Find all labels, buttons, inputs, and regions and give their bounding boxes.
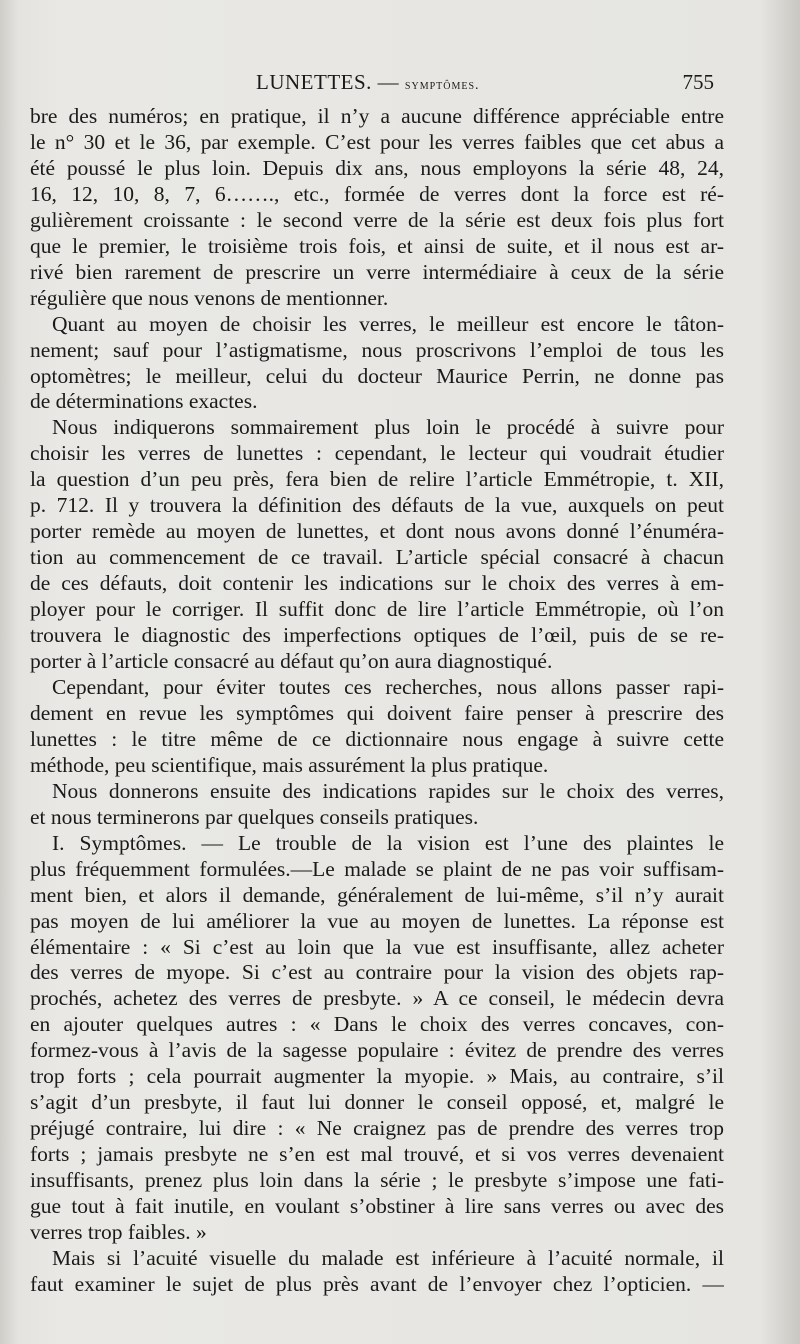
text-line: gulièrement croissante : le second verre de la série est deux fois plus fort — [30, 207, 724, 232]
text-line: des verres de myope. Si c’est au contraire pour la vision des objets rap- — [30, 960, 724, 985]
text-line: en ajouter quelques autres : « Dans le choix des verres concaves, con- — [30, 1012, 724, 1037]
text-line: trouvera le diagnostic des imperfections optiques de l’œil, puis de se re- — [30, 623, 724, 648]
text-line: trop forts ; cela pourrait augmenter la myopie. » Mais, au contraire, s’il — [30, 1064, 724, 1089]
text-line: Nous donnerons ensuite des indications rapides sur le choix des verres, — [52, 778, 724, 803]
text-line: plus fréquemment formulées.—Le malade se plaint de ne pas voir suffisam- — [30, 856, 724, 881]
text-line: lunettes : le titre même de ce dictionnaire nous engage à suivre cette — [30, 726, 724, 751]
text-line: Quant au moyen de choisir les verres, le meilleur est encore le tâton- — [52, 311, 724, 336]
text-line: optomètres; le meilleur, celui du docteur Maurice Perrin, ne donne pas — [30, 363, 724, 388]
text-line: s’agit d’un presbyte, il faut lui donner le conseil opposé, et, malgré le — [30, 1090, 724, 1115]
text-line: porter remède au moyen de lunettes, et dont nous avons donné l’énuméra- — [30, 519, 724, 544]
page-number: 755 — [682, 70, 714, 94]
text-line: pas moyen de lui améliorer la vue au moyen de lunettes. La réponse est — [30, 908, 724, 933]
text-line: Cependant, pour éviter toutes ces recherches, nous allons passer rapi- — [52, 674, 724, 699]
text-line: été poussé le plus loin. Depuis dix ans, nous employons la série 48, 24, — [30, 155, 724, 180]
text-line: le n° 30 et le 36, par exemple. C’est pour les verres faibles que cet abus a — [30, 129, 724, 154]
text-line: formez-vous à l’avis de la sagesse populaire : évitez de prendre des verres — [30, 1038, 724, 1063]
text-line: Mais si l’acuité visuelle du malade est inférieure à l’acuité normale, il — [52, 1245, 724, 1270]
body-text — [30, 104, 724, 1298]
text-line: tion au commencement de ce travail. L’article spécial consacré à chacun — [30, 545, 724, 570]
text-line: forts ; jamais presbyte ne s’en est mal trouvé, et si vos verres devenaient — [30, 1142, 724, 1167]
text-line: ployer pour le corriger. Il suffit donc de lire l’article Emmétropie, où l’on — [30, 597, 724, 622]
text-line: dement en revue les symptômes qui doivent faire penser à prescrire des — [30, 700, 724, 725]
text-line: gue tout à fait inutile, en voulant s’obstiner à lire sans verres ou avec des — [30, 1194, 724, 1219]
text-line: Nous indiquerons sommairement plus loin le procédé à suivre pour — [52, 415, 724, 440]
text-line: choisir les verres de lunettes : cependant, le lecteur qui voudrait étudier — [30, 441, 724, 466]
text-line: la question d’un peu près, fera bien de relire l’article Emmétropie, t. XII, — [30, 467, 724, 492]
text-line: préjugé contraire, lui dire : « Ne craignez pas de prendre des verres trop — [30, 1116, 724, 1141]
text-line: et nous terminerons par quelques conseils pratiques. — [30, 804, 479, 829]
text-line: insuffisants, prenez plus loin dans la série ; le presbyte s’impose une fati- — [30, 1168, 724, 1193]
text-line: bre des numéros; en pratique, il n’y a aucune différence appréciable entre — [30, 104, 724, 128]
header-title-separator: — — [371, 70, 405, 94]
text-line: 16, 12, 10, 8, 7, 6……., etc., formée de verres dont la force est ré- — [30, 181, 724, 206]
text-line: faut examiner le sujet de plus près avant de l’envoyer chez l’opticien. — — [30, 1271, 724, 1296]
running-header — [0, 70, 800, 98]
text-line: prochés, achetez des verres de presbyte. » A ce conseil, le médecin devra — [30, 986, 724, 1011]
text-line: élémentaire : « Si c’est au loin que la vue est insuffisante, allez acheter — [30, 934, 724, 959]
text-line: de ces défauts, doit contenir les indications sur le choix des verres à em- — [30, 571, 724, 596]
header-title-main: LUNETTES. — [256, 70, 372, 94]
header-title — [256, 70, 480, 95]
text-line: verres trop faibles. » — [30, 1219, 207, 1244]
text-line: que le premier, le troisième trois fois, et ainsi de suite, et il nous est ar- — [30, 233, 724, 258]
header-title-section: symptômes. — [404, 78, 480, 93]
text-line: régulière que nous venons de mentionner. — [30, 285, 389, 310]
text-line: p. 712. Il y trouvera la définition des défauts de la vue, auxquels on peut — [30, 493, 724, 518]
text-line: méthode, peu scientifique, mais assurément la plus pratique. — [30, 752, 549, 777]
text-line: nement; sauf pour l’astigmatisme, nous proscrivons l’emploi de tous les — [30, 337, 724, 362]
text-line: de déterminations exactes. — [30, 389, 258, 414]
text-line: rivé bien rarement de prescrire un verre intermédiaire à ceux de la série — [30, 259, 724, 284]
text-line: porter à l’article consacré au défaut qu’on aura diagnostiqué. — [30, 649, 553, 674]
text-line: ment bien, et alors il demande, généralement de lui-même, s’il n’y aurait — [30, 882, 724, 907]
text-line: I. Symptômes. — Le trouble de la vision est l’une des plaintes le — [52, 830, 724, 855]
